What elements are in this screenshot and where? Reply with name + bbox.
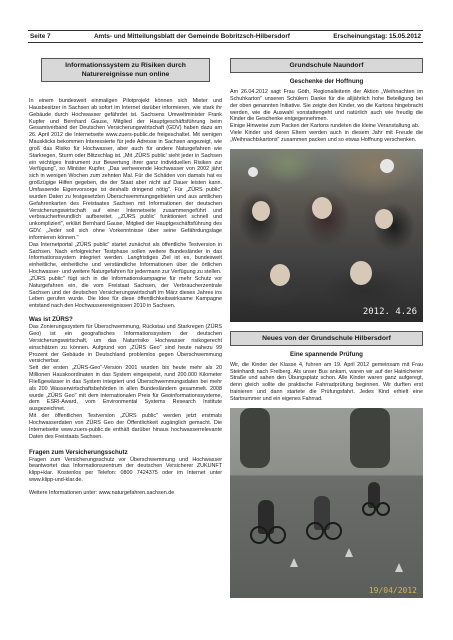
article-subtitle: Geschenke der Hoffnung	[289, 78, 364, 85]
photo-children-with-cards	[230, 149, 423, 322]
photo-date-stamp: 2012. 4.26	[362, 306, 417, 317]
traffic-cone	[290, 558, 298, 567]
tree-background	[350, 408, 390, 468]
article-paragraph: Fragen zum Versicherungsschutz vor Überschwemmung und Hochwasser beantwortet das Informationszentrum der deutschen Versicherer ZUKUNFT klipp+klar. Kostenlos per Telefon: 0800 7424375 oder im Internet unter www.klipp-und-klar.de.	[29, 456, 222, 484]
photo-bicycle-exam	[230, 408, 423, 598]
child-head	[252, 201, 270, 221]
child-head	[312, 197, 332, 219]
page-number: Seite 7	[30, 33, 51, 40]
child-head	[350, 261, 372, 285]
article-paragraph: Wir, die Kinder der Klasse 4, fuhren am 19. April 2012 gemeinsam mit Frau Steinhardt nach Freiberg. Als unser Bus ankam, waren wir auf der Hainichener Straße und sahen den Übungsplatz schon. Alle Kinder waren ganz aufgeregt, denn gleich sollte die praktische Fahrradprüfung beginnen. Wir durften erst trainieren und dann startete die Prüfungsfahrt. Jedes Kind erhielt eine Startnummer und ein eigenes Fahrrad.	[230, 361, 423, 402]
child-head	[270, 264, 290, 286]
photo-date-stamp: 19/04/2012	[368, 585, 417, 595]
traffic-cone	[395, 563, 403, 572]
bike-wheel	[268, 526, 286, 544]
article-title-zuers: Informationssystem zu Risiken durch Naturereignisse nun online	[41, 58, 210, 82]
further-info-link[interactable]: Weitere Informationen unter: www.naturgefahren.sachsen.de	[29, 489, 175, 496]
flower-decoration	[380, 159, 394, 173]
bike-wheel	[250, 526, 268, 544]
article-paragraph: Am 26.04.2012 sagt Frau Göth, Regionalleiterin der Aktion „Weihnachten im Schuhkarton" unseren Schülern Danke für die alljährlich hohe Beteiligung bei der oben genannten Initiative. Sie zeigte den Kinder, wo die Kartons hingebracht werden, wie die Auswahl vonstattengeht und natürlich auch wie freudig die Kinder die Geschenke entgegennehmen. Einige Hinweise zum Packen der Kartons rundeten die kleine Veranstaltung ab. Viele Kinder und deren Eltern werden auch in diesem Jahr mit Freude die „Weihnachtskartons" zusammen packen und so etwas Hoffnung verschenken.	[230, 89, 423, 143]
article-title-hilbersdorf: Neues von der Grundschule Hilbersdorf	[230, 331, 423, 346]
child-head	[375, 209, 393, 229]
publication-title: Amts- und Mitteilungsblatt der Gemeinde Bobritzsch-Hilbersdorf	[93, 33, 290, 40]
page-header	[28, 30, 423, 43]
bike-wheel	[376, 502, 390, 516]
traffic-cone	[345, 548, 353, 557]
article-paragraph: Das Zonierungssystem für Überschwemmung, Rückstau und Starkregen (ZÜRS Geo) ist ein geografisches Informationssystem der deutschen Versicherungswirtschaft, um das Naturrisiko Hochwasser risikogerecht einschätzen zu können. Aufgrund von „ZÜRS Geo" sind heute nahezu 99 Prozent der Gebäude in Deutschland problemlos gegen Überschwemmung versicherbar. Seit der ersten „ZÜRS-Geo"-Version 2001 wurden bis heute mehr als 20 Millionen Hauskoordinaten in das System eingespeist, rund 200.000 Kilometer Fließgewässer in das System integriert und Überschwemmungsdaten bei mehr als 200 Wasserwirtschaftsbehörden in allen Bundesländern gesammelt. 2008 wurde „ZÜRS Geo" mit dem internationalen Preis für Geoinformationssysteme, dem ESRI-Award, vom Environmental Systems Research Institute ausgezeichnet. Mit der öffentlichen Testversion „ZÜRS public" werden jetzt erstmals Hochwasserdaten von ZÜRS Geo der Öffentlichkeit zugänglich gemacht. Die Internetseite www.zuers-public.de enthält darüber hinaus hochwasserrelevante Daten des Freistaats Sachsen.	[29, 324, 222, 440]
bike-wheel	[324, 522, 342, 540]
left-column	[29, 58, 222, 496]
right-column	[230, 58, 423, 598]
bike-wheel	[306, 522, 324, 540]
article-title-naundorf: Grundschule Naundorf	[230, 58, 423, 73]
article-paragraph: In einem bundesweit einmaligen Pilotprojekt können sich Mieter und Hausbesitzer in Sachsen ab sofort im Internet darüber informieren, wie stark ihr Gebäude durch Hochwasser gefährdet ist. Sachsens Umweltminister Frank Kupfer und Bernhard Gause, Mitglied der Hauptgeschäftsführung beim Gesamtverband der Deutschen Versicherungswirtschaft (GDV) haben dazu am 26. April 2012 die Internetseite www.zuers-public.de freigeschaltet. Mit wenigen Mausklicks bekommen Interessierte für jede Adresse in Sachsen angezeigt, wie groß das Risiko für Hochwasser, aber auch für andere Naturgefahren wie Starkregen, Sturm oder Blitzschlag ist. „Mit ‚ZÜRS public' sieht jeder in Sachsen ein wichtiges Instrument zur Bewertung ihrer ganz individuellen Risiken zur Verfügung", so Minister Kupfer. „Das verheerende Hochwasser von 2002 jährt sich in wenigen Wochen zum zehnten Mal. Für die Schäden von damals hat es großzügige Hilfen gegeben, die der Staat aber nicht auf Dauer leisten kann. Umfassende Eigenvorsorge ist deshalb dringend nötig". Für „ZÜRS public" wurden Daten zu festgesetzten Überschwemmungsgebieten und aus amtlichen Gefahrenkarten des Freistaates Sachsen mit Informationen der deutschen Versicherungswirtschaft auf einer Internetseite zusammengeführt und verbraucherfreundlich aufbereitet. „‚ZÜRS public' funktioniert schnell und unkompliziert", erklärt Bernhard Gause, Mitglied der Hauptgeschäftsführung des GDV. „Jeder soll sich ohne Vorkenntnisse über seine Gefährdungslage informieren können." Das Internetportal „ZÜRS public" startet zunächst als öffentliche Testversion in Sachsen. Nach erfolgreicher Testphase sollen weitere Bundesländer in das Informationssystem integriert werden. Langfristiges Ziel ist es, bundesweit einheitliche, einheitliche und verständliche Informationen über die örtlichen Hochwasser- und weitere Naturgefahren für jedermann zur Verfügung zu stellen. „ZÜRS public" fügt sich in die Informationskampagne für mehr Schutz vor Naturgefahren ein, die vom Freistaat Sachsen, der Verbraucherzentrale Sachsen und der deutschen Versicherungswirtschaft im März dieses Jahres ins Leben gerufen wurde. Die Idee für diese öffentlichkeitswirksame Kampagne entstand nach den Hochwasserereignissen 2010 in Sachsen.	[29, 98, 222, 310]
publication-date: Erscheinungstag: 15.05.2012	[333, 33, 421, 40]
flower-decoration	[248, 167, 258, 177]
tree-background	[240, 408, 270, 468]
bike-wheel	[362, 502, 376, 516]
section-heading-versicherungsschutz: Fragen zum Versicherungsschutz	[29, 448, 128, 456]
article-subtitle: Eine spannende Prüfung	[290, 350, 363, 358]
section-heading-was-ist-zuers: Was ist ZÜRS?	[29, 316, 73, 324]
